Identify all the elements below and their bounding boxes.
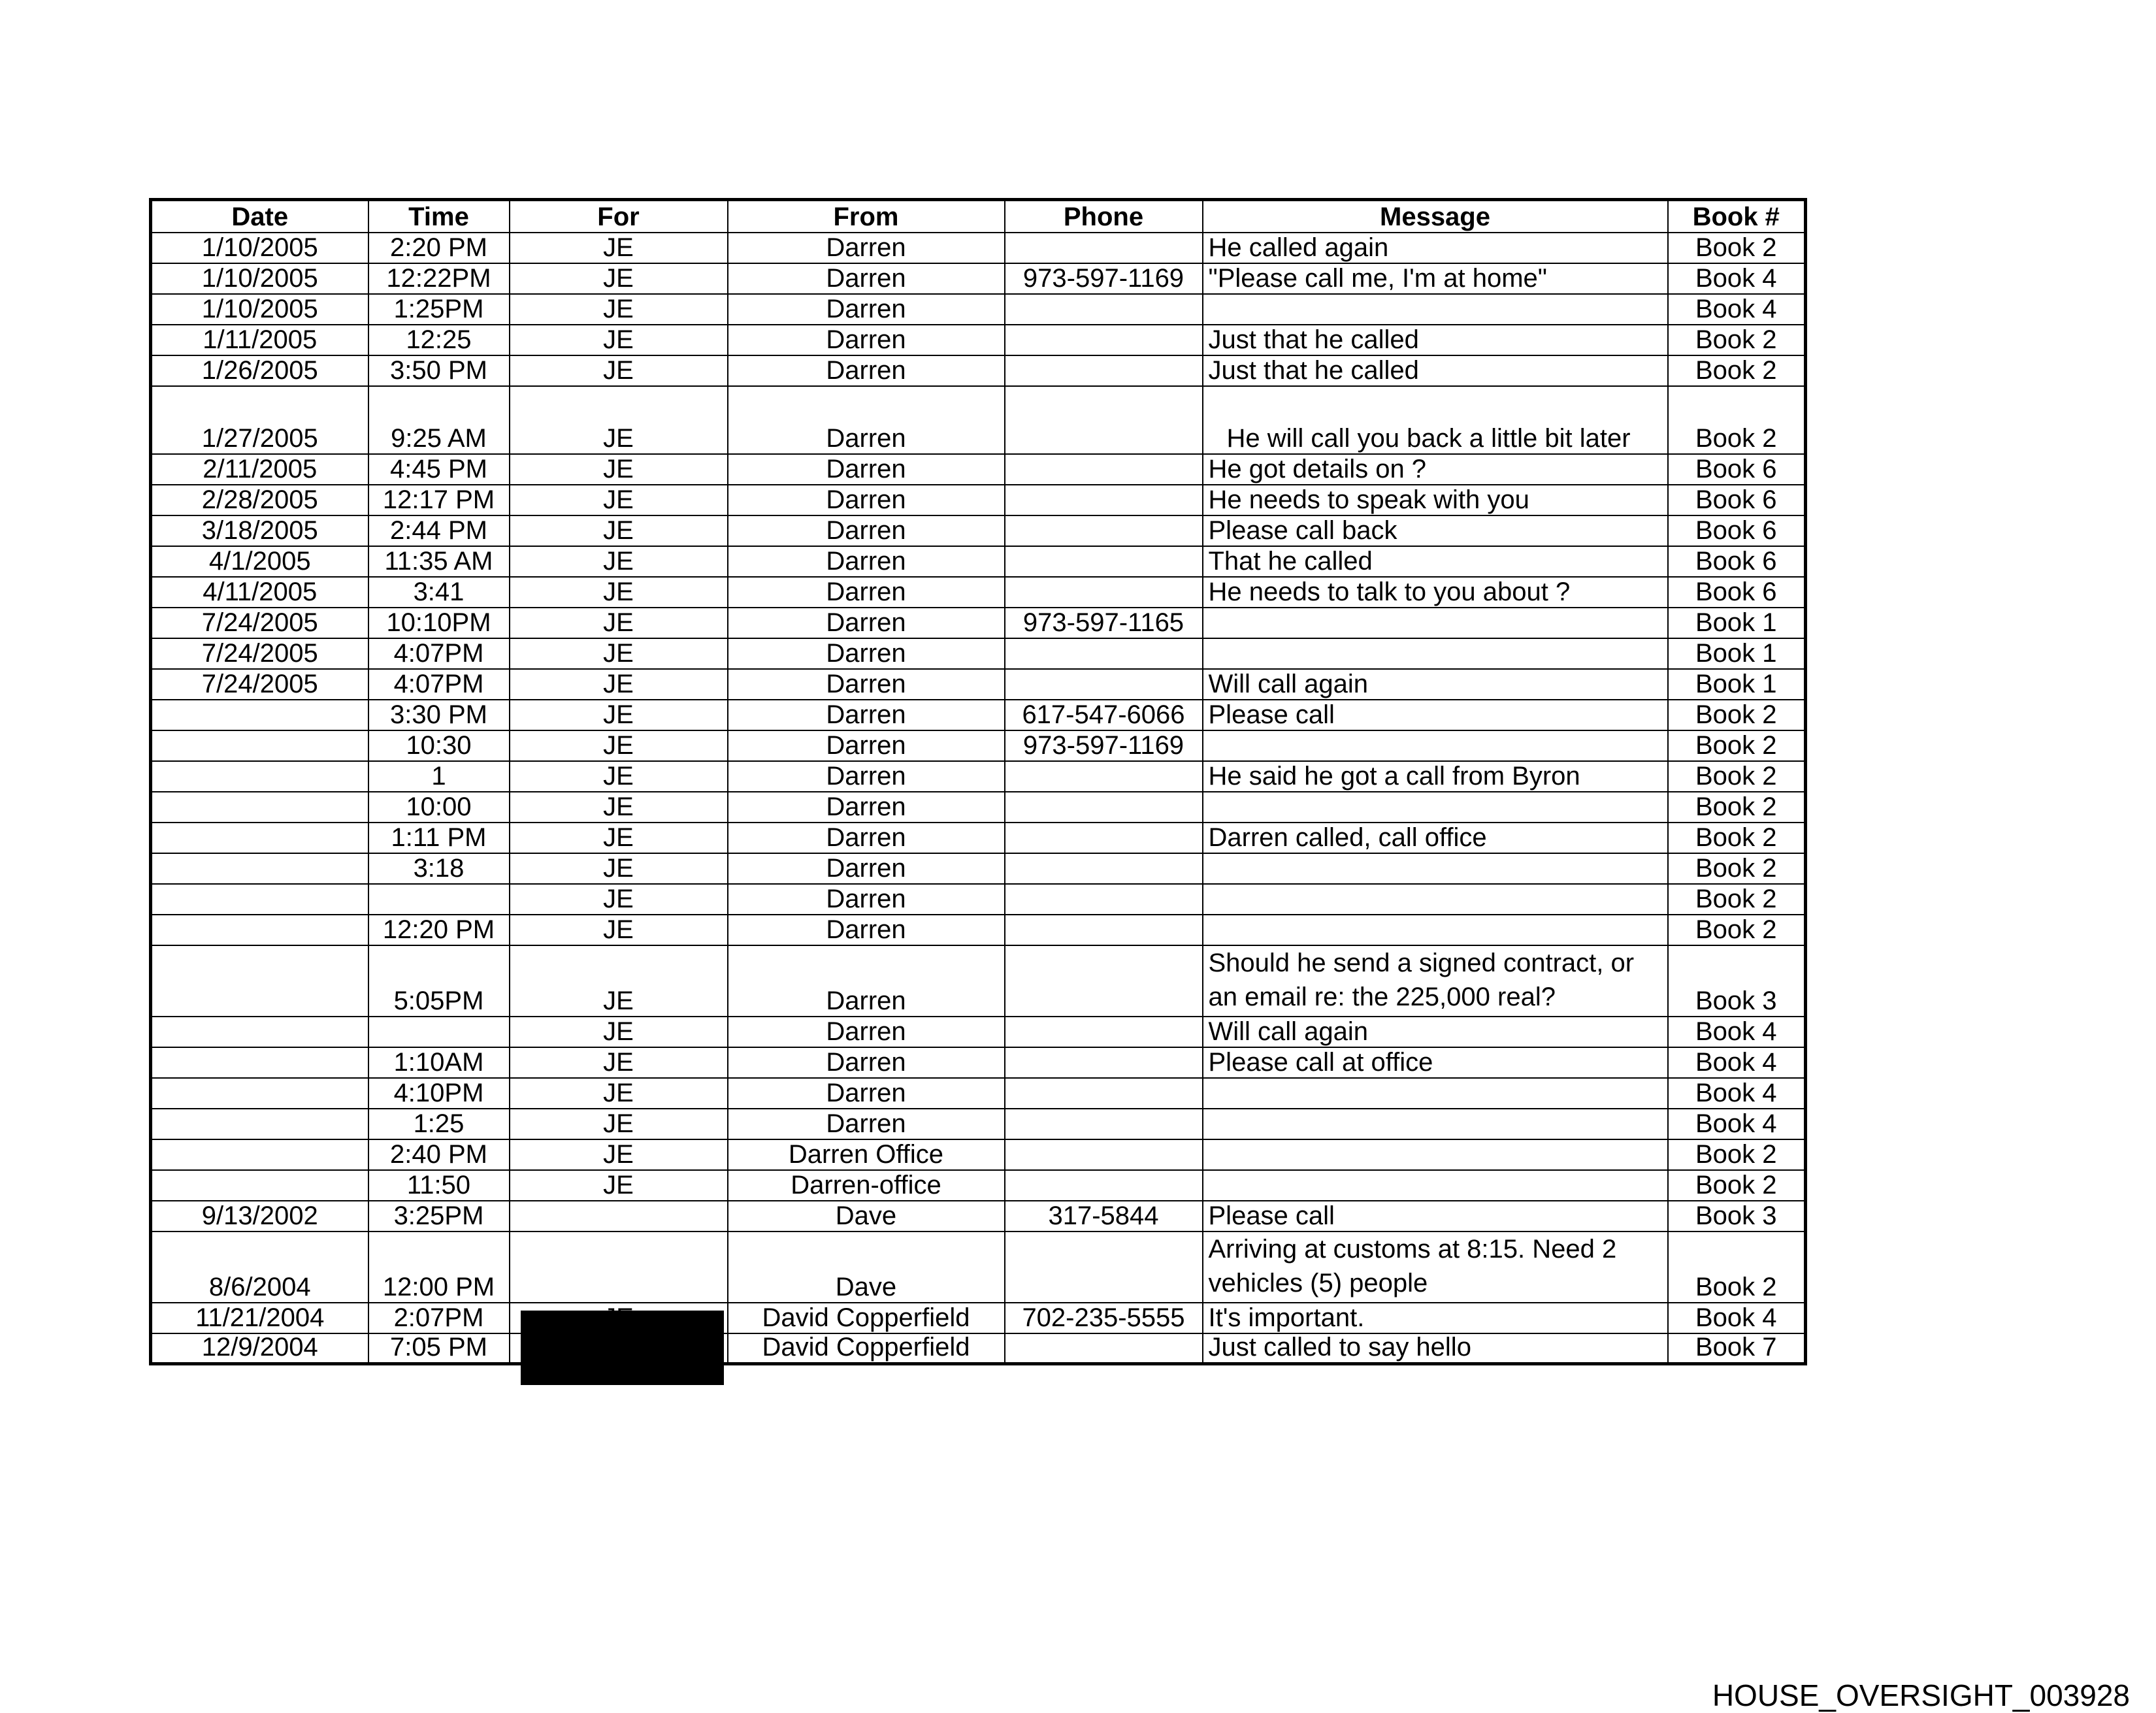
cell-book: Book 6 bbox=[1668, 454, 1806, 485]
table-row bbox=[151, 577, 1806, 608]
table-row bbox=[151, 294, 1806, 325]
cell-date bbox=[151, 761, 368, 792]
table-row bbox=[151, 761, 1806, 792]
cell-book: Book 2 bbox=[1668, 1139, 1806, 1170]
cell-message: It's important. bbox=[1203, 1303, 1668, 1333]
cell-from: Darren bbox=[728, 294, 1005, 325]
cell-time: 9:25 AM bbox=[368, 386, 510, 454]
cell-phone bbox=[1005, 1047, 1203, 1078]
cell-for: JE bbox=[510, 1170, 728, 1201]
table-row bbox=[151, 325, 1806, 355]
cell-book: Book 2 bbox=[1668, 325, 1806, 355]
header-phone: Phone bbox=[1005, 200, 1203, 233]
cell-phone bbox=[1005, 884, 1203, 915]
cell-from: David Copperfield bbox=[728, 1303, 1005, 1333]
cell-date: 7/24/2005 bbox=[151, 638, 368, 669]
cell-phone bbox=[1005, 546, 1203, 577]
cell-time: 12:20 PM bbox=[368, 915, 510, 945]
table-row bbox=[151, 233, 1806, 263]
cell-book: Book 2 bbox=[1668, 355, 1806, 386]
cell-time: 12:00 PM bbox=[368, 1232, 510, 1303]
cell-for: JE bbox=[510, 325, 728, 355]
table-row bbox=[151, 386, 1806, 454]
cell-message: Please call bbox=[1203, 700, 1668, 730]
cell-date: 2/28/2005 bbox=[151, 485, 368, 515]
cell-from: Darren bbox=[728, 1017, 1005, 1047]
cell-time: 4:45 PM bbox=[368, 454, 510, 485]
cell-for: JE bbox=[510, 853, 728, 884]
cell-date bbox=[151, 1017, 368, 1047]
cell-from: Darren-office bbox=[728, 1170, 1005, 1201]
cell-message bbox=[1203, 1170, 1668, 1201]
cell-message bbox=[1203, 608, 1668, 638]
cell-phone bbox=[1005, 294, 1203, 325]
cell-time: 4:10PM bbox=[368, 1078, 510, 1109]
cell-from: Darren bbox=[728, 386, 1005, 454]
cell-phone: 617-547-6066 bbox=[1005, 700, 1203, 730]
cell-for: JE bbox=[510, 1047, 728, 1078]
cell-from: Darren bbox=[728, 263, 1005, 294]
cell-from: David Copperfield bbox=[728, 1333, 1005, 1364]
header-book: Book # bbox=[1668, 200, 1806, 233]
cell-time: 2:40 PM bbox=[368, 1139, 510, 1170]
header-for: For bbox=[510, 200, 728, 233]
cell-message: Please call back bbox=[1203, 515, 1668, 546]
cell-date: 9/13/2002 bbox=[151, 1201, 368, 1232]
cell-phone bbox=[1005, 386, 1203, 454]
table-row bbox=[151, 485, 1806, 515]
cell-message: He said he got a call from Byron bbox=[1203, 761, 1668, 792]
table-row bbox=[151, 638, 1806, 669]
table-row bbox=[151, 915, 1806, 945]
cell-message bbox=[1203, 884, 1668, 915]
cell-time: 7:05 PM bbox=[368, 1333, 510, 1364]
cell-phone bbox=[1005, 638, 1203, 669]
table-row bbox=[151, 355, 1806, 386]
cell-date: 1/10/2005 bbox=[151, 294, 368, 325]
cell-book: Book 6 bbox=[1668, 485, 1806, 515]
cell-book: Book 7 bbox=[1668, 1333, 1806, 1364]
cell-time bbox=[368, 884, 510, 915]
cell-phone bbox=[1005, 485, 1203, 515]
cell-message: Just called to say hello bbox=[1203, 1333, 1668, 1364]
table-row bbox=[151, 1170, 1806, 1201]
cell-phone bbox=[1005, 355, 1203, 386]
cell-message: He needs to speak with you bbox=[1203, 485, 1668, 515]
cell-date: 1/26/2005 bbox=[151, 355, 368, 386]
table-row bbox=[151, 700, 1806, 730]
cell-time: 1:11 PM bbox=[368, 823, 510, 853]
table-row bbox=[151, 1139, 1806, 1170]
table-row bbox=[151, 792, 1806, 823]
cell-for: JE bbox=[510, 1017, 728, 1047]
cell-book: Book 2 bbox=[1668, 853, 1806, 884]
table-row bbox=[151, 546, 1806, 577]
cell-message: Will call again bbox=[1203, 1017, 1668, 1047]
cell-book: Book 4 bbox=[1668, 294, 1806, 325]
table-row bbox=[151, 1232, 1806, 1303]
cell-for: JE bbox=[510, 355, 728, 386]
cell-from: Darren bbox=[728, 823, 1005, 853]
cell-from: Darren bbox=[728, 1109, 1005, 1139]
table-row bbox=[151, 669, 1806, 700]
cell-date bbox=[151, 700, 368, 730]
table-row bbox=[151, 1303, 1806, 1333]
cell-from: Darren bbox=[728, 608, 1005, 638]
cell-book: Book 2 bbox=[1668, 761, 1806, 792]
cell-from: Dave bbox=[728, 1232, 1005, 1303]
cell-time: 4:07PM bbox=[368, 638, 510, 669]
cell-date bbox=[151, 915, 368, 945]
table-body bbox=[151, 233, 1806, 1364]
cell-from: Darren bbox=[728, 945, 1005, 1017]
cell-message bbox=[1203, 730, 1668, 761]
cell-message bbox=[1203, 1139, 1668, 1170]
header-time: Time bbox=[368, 200, 510, 233]
cell-date bbox=[151, 1047, 368, 1078]
cell-date: 11/21/2004 bbox=[151, 1303, 368, 1333]
table-row bbox=[151, 454, 1806, 485]
cell-time: 12:22PM bbox=[368, 263, 510, 294]
cell-book: Book 6 bbox=[1668, 546, 1806, 577]
cell-phone bbox=[1005, 669, 1203, 700]
table-row bbox=[151, 730, 1806, 761]
cell-date bbox=[151, 823, 368, 853]
cell-date: 4/11/2005 bbox=[151, 577, 368, 608]
cell-from: Darren bbox=[728, 730, 1005, 761]
table-row bbox=[151, 1333, 1806, 1364]
table-row bbox=[151, 1047, 1806, 1078]
cell-from: Darren bbox=[728, 546, 1005, 577]
cell-date: 1/10/2005 bbox=[151, 263, 368, 294]
cell-date bbox=[151, 730, 368, 761]
cell-for: JE bbox=[510, 761, 728, 792]
cell-date bbox=[151, 1170, 368, 1201]
cell-date bbox=[151, 884, 368, 915]
cell-message bbox=[1203, 915, 1668, 945]
cell-book: Book 2 bbox=[1668, 884, 1806, 915]
cell-date: 3/18/2005 bbox=[151, 515, 368, 546]
cell-message bbox=[1203, 853, 1668, 884]
cell-book: Book 4 bbox=[1668, 1017, 1806, 1047]
cell-message: "Please call me, I'm at home" bbox=[1203, 263, 1668, 294]
cell-date bbox=[151, 792, 368, 823]
cell-book: Book 4 bbox=[1668, 1078, 1806, 1109]
cell-message: Should he send a signed contract, or an email re: the 225,000 real? bbox=[1203, 945, 1668, 1017]
table-row bbox=[151, 1109, 1806, 1139]
table-row bbox=[151, 263, 1806, 294]
cell-message: He will call you back a little bit later bbox=[1203, 386, 1668, 454]
cell-book: Book 2 bbox=[1668, 1170, 1806, 1201]
cell-book: Book 2 bbox=[1668, 386, 1806, 454]
table-row bbox=[151, 823, 1806, 853]
cell-book: Book 2 bbox=[1668, 915, 1806, 945]
cell-date bbox=[151, 945, 368, 1017]
cell-message: That he called bbox=[1203, 546, 1668, 577]
cell-date: 1/27/2005 bbox=[151, 386, 368, 454]
cell-for: JE bbox=[510, 700, 728, 730]
header-row bbox=[151, 200, 1806, 233]
cell-time: 10:00 bbox=[368, 792, 510, 823]
cell-date: 7/24/2005 bbox=[151, 608, 368, 638]
cell-message: He got details on ? bbox=[1203, 454, 1668, 485]
message-log-table bbox=[149, 198, 1807, 1365]
cell-for: JE bbox=[510, 915, 728, 945]
cell-from: Darren bbox=[728, 669, 1005, 700]
cell-for: JE bbox=[510, 823, 728, 853]
cell-for: JE bbox=[510, 1139, 728, 1170]
cell-book: Book 1 bbox=[1668, 669, 1806, 700]
cell-message: Darren called, call office bbox=[1203, 823, 1668, 853]
cell-book: Book 2 bbox=[1668, 730, 1806, 761]
cell-from: Darren bbox=[728, 454, 1005, 485]
bates-number: HOUSE_OVERSIGHT_003928 bbox=[1712, 1678, 2130, 1712]
cell-book: Book 6 bbox=[1668, 515, 1806, 546]
cell-time: 3:25PM bbox=[368, 1201, 510, 1232]
cell-message bbox=[1203, 294, 1668, 325]
cell-message: He needs to talk to you about ? bbox=[1203, 577, 1668, 608]
table-row bbox=[151, 1201, 1806, 1232]
cell-phone bbox=[1005, 1170, 1203, 1201]
cell-date: 2/11/2005 bbox=[151, 454, 368, 485]
cell-time: 3:41 bbox=[368, 577, 510, 608]
cell-book: Book 6 bbox=[1668, 577, 1806, 608]
cell-from: Darren bbox=[728, 485, 1005, 515]
cell-message: Please call at office bbox=[1203, 1047, 1668, 1078]
cell-phone bbox=[1005, 1109, 1203, 1139]
cell-date bbox=[151, 1109, 368, 1139]
cell-message: Just that he called bbox=[1203, 355, 1668, 386]
cell-time bbox=[368, 1017, 510, 1047]
cell-from: Darren bbox=[728, 761, 1005, 792]
cell-message bbox=[1203, 792, 1668, 823]
table-row bbox=[151, 1078, 1806, 1109]
cell-from: Darren bbox=[728, 853, 1005, 884]
cell-for: JE bbox=[510, 515, 728, 546]
cell-for: JE bbox=[510, 386, 728, 454]
cell-time: 2:44 PM bbox=[368, 515, 510, 546]
cell-time: 11:35 AM bbox=[368, 546, 510, 577]
cell-phone: 317-5844 bbox=[1005, 1201, 1203, 1232]
cell-phone bbox=[1005, 823, 1203, 853]
cell-phone bbox=[1005, 577, 1203, 608]
cell-date: 8/6/2004 bbox=[151, 1232, 368, 1303]
cell-from: Darren bbox=[728, 355, 1005, 386]
cell-from: Dave bbox=[728, 1201, 1005, 1232]
cell-phone bbox=[1005, 233, 1203, 263]
cell-for: JE bbox=[510, 792, 728, 823]
cell-for: JE bbox=[510, 669, 728, 700]
cell-time: 5:05PM bbox=[368, 945, 510, 1017]
cell-phone bbox=[1005, 515, 1203, 546]
cell-phone bbox=[1005, 915, 1203, 945]
cell-book: Book 4 bbox=[1668, 1047, 1806, 1078]
cell-book: Book 2 bbox=[1668, 233, 1806, 263]
table-row bbox=[151, 945, 1806, 1017]
cell-for: JE bbox=[510, 638, 728, 669]
cell-phone bbox=[1005, 1232, 1203, 1303]
cell-for: JE bbox=[510, 945, 728, 1017]
cell-from: Darren bbox=[728, 884, 1005, 915]
cell-phone bbox=[1005, 454, 1203, 485]
cell-message: Will call again bbox=[1203, 669, 1668, 700]
cell-book: Book 1 bbox=[1668, 608, 1806, 638]
cell-book: Book 2 bbox=[1668, 1232, 1806, 1303]
cell-for: JE bbox=[510, 454, 728, 485]
header-message: Message bbox=[1203, 200, 1668, 233]
cell-book: Book 2 bbox=[1668, 823, 1806, 853]
cell-date: 1/11/2005 bbox=[151, 325, 368, 355]
cell-book: Book 4 bbox=[1668, 1109, 1806, 1139]
cell-from: Darren bbox=[728, 915, 1005, 945]
cell-date bbox=[151, 853, 368, 884]
cell-from: Darren bbox=[728, 638, 1005, 669]
cell-for: JE bbox=[510, 608, 728, 638]
cell-time: 1:10AM bbox=[368, 1047, 510, 1078]
cell-book: Book 4 bbox=[1668, 263, 1806, 294]
cell-message bbox=[1203, 638, 1668, 669]
cell-phone bbox=[1005, 325, 1203, 355]
cell-date: 12/9/2004 bbox=[151, 1333, 368, 1364]
cell-time: 1:25 bbox=[368, 1109, 510, 1139]
cell-time: 1 bbox=[368, 761, 510, 792]
table-row bbox=[151, 1017, 1806, 1047]
cell-phone bbox=[1005, 1017, 1203, 1047]
cell-time: 3:30 PM bbox=[368, 700, 510, 730]
cell-time: 2:07PM bbox=[368, 1303, 510, 1333]
redaction-box bbox=[521, 1311, 724, 1385]
cell-phone bbox=[1005, 761, 1203, 792]
cell-time: 3:50 PM bbox=[368, 355, 510, 386]
cell-phone bbox=[1005, 853, 1203, 884]
table-row bbox=[151, 884, 1806, 915]
cell-date bbox=[151, 1078, 368, 1109]
cell-date bbox=[151, 1139, 368, 1170]
cell-book: Book 2 bbox=[1668, 700, 1806, 730]
cell-message: Just that he called bbox=[1203, 325, 1668, 355]
cell-for: JE bbox=[510, 577, 728, 608]
cell-time: 12:25 bbox=[368, 325, 510, 355]
cell-date: 7/24/2005 bbox=[151, 669, 368, 700]
cell-from: Darren bbox=[728, 325, 1005, 355]
cell-for bbox=[510, 1232, 728, 1303]
cell-phone bbox=[1005, 945, 1203, 1017]
cell-time: 10:10PM bbox=[368, 608, 510, 638]
cell-for: JE bbox=[510, 730, 728, 761]
header-date: Date bbox=[151, 200, 368, 233]
cell-time: 11:50 bbox=[368, 1170, 510, 1201]
cell-from: Darren bbox=[728, 515, 1005, 546]
cell-book: Book 1 bbox=[1668, 638, 1806, 669]
table-row bbox=[151, 608, 1806, 638]
table-row bbox=[151, 515, 1806, 546]
cell-from: Darren bbox=[728, 233, 1005, 263]
cell-date: 1/10/2005 bbox=[151, 233, 368, 263]
cell-book: Book 2 bbox=[1668, 792, 1806, 823]
cell-for: JE bbox=[510, 1078, 728, 1109]
cell-for: JE bbox=[510, 263, 728, 294]
cell-for: JE bbox=[510, 294, 728, 325]
cell-from: Darren bbox=[728, 1047, 1005, 1078]
cell-phone bbox=[1005, 1139, 1203, 1170]
cell-phone: 973-597-1165 bbox=[1005, 608, 1203, 638]
cell-phone: 973-597-1169 bbox=[1005, 263, 1203, 294]
cell-message: He called again bbox=[1203, 233, 1668, 263]
cell-phone: 702-235-5555 bbox=[1005, 1303, 1203, 1333]
cell-for: JE bbox=[510, 884, 728, 915]
header-from: From bbox=[728, 200, 1005, 233]
cell-time: 12:17 PM bbox=[368, 485, 510, 515]
cell-book: Book 3 bbox=[1668, 945, 1806, 1017]
cell-time: 4:07PM bbox=[368, 669, 510, 700]
cell-from: Darren bbox=[728, 577, 1005, 608]
cell-time: 10:30 bbox=[368, 730, 510, 761]
cell-for: JE bbox=[510, 1109, 728, 1139]
cell-time: 2:20 PM bbox=[368, 233, 510, 263]
cell-for: JE bbox=[510, 546, 728, 577]
cell-from: Darren bbox=[728, 792, 1005, 823]
cell-phone bbox=[1005, 1078, 1203, 1109]
cell-for: JE bbox=[510, 233, 728, 263]
cell-time: 3:18 bbox=[368, 853, 510, 884]
cell-book: Book 3 bbox=[1668, 1201, 1806, 1232]
table-row bbox=[151, 853, 1806, 884]
cell-from: Darren bbox=[728, 700, 1005, 730]
cell-time: 1:25PM bbox=[368, 294, 510, 325]
cell-book: Book 4 bbox=[1668, 1303, 1806, 1333]
cell-phone: 973-597-1169 bbox=[1005, 730, 1203, 761]
cell-phone bbox=[1005, 792, 1203, 823]
cell-message: Please call bbox=[1203, 1201, 1668, 1232]
cell-message bbox=[1203, 1109, 1668, 1139]
cell-from: Darren Office bbox=[728, 1139, 1005, 1170]
cell-phone bbox=[1005, 1333, 1203, 1364]
cell-date: 4/1/2005 bbox=[151, 546, 368, 577]
cell-message bbox=[1203, 1078, 1668, 1109]
cell-for: JE bbox=[510, 485, 728, 515]
cell-message: Arriving at customs at 8:15. Need 2 vehicles (5) people bbox=[1203, 1232, 1668, 1303]
cell-from: Darren bbox=[728, 1078, 1005, 1109]
cell-for bbox=[510, 1201, 728, 1232]
